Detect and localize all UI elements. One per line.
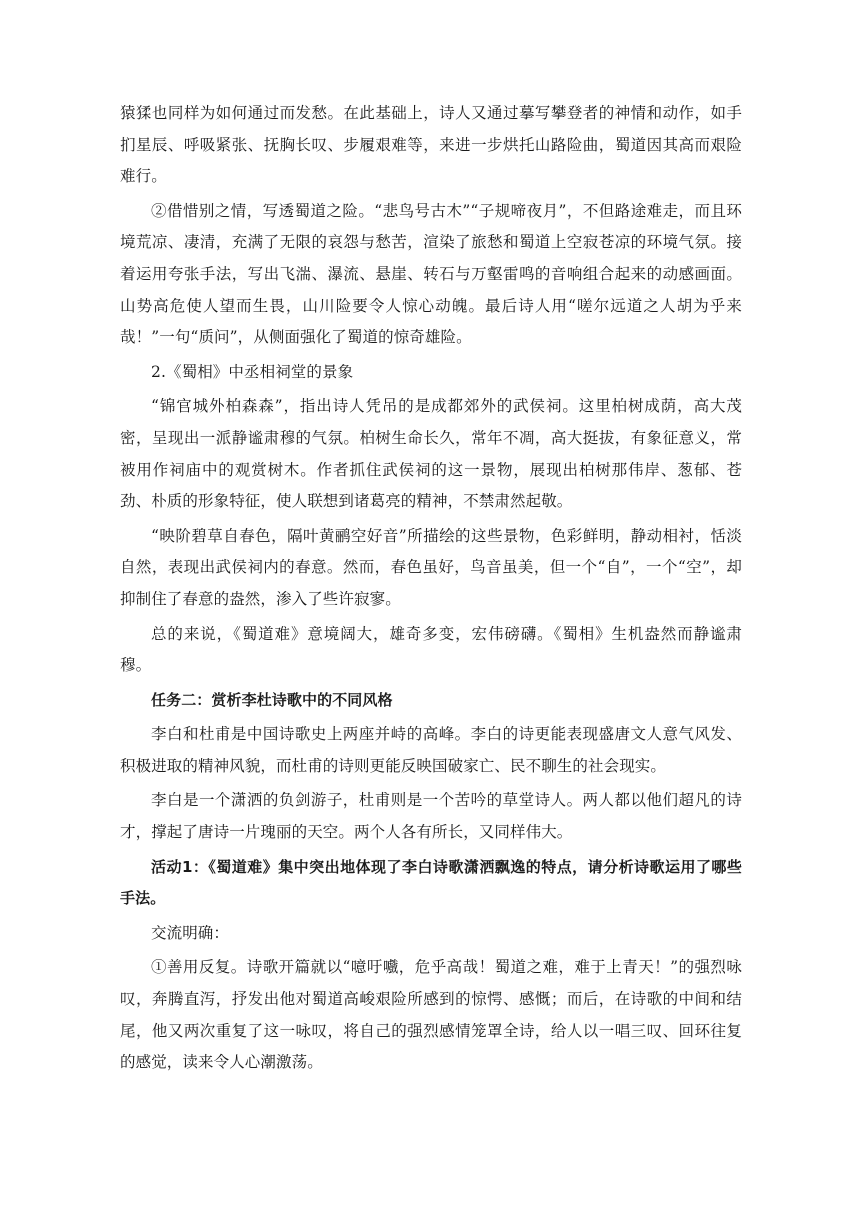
paragraph-li-du-peaks: 李白和杜甫是中国诗歌史上两座并峙的高峰。李白的诗更能表现盛唐文人意气风发、积极进取的精神风貌，而杜甫的诗则更能反映国破家亡、民不聊生的社会现实。 — [120, 725, 742, 775]
discussion-label: 交流明确： — [151, 923, 230, 942]
section-heading-shuxiang: 2.《蜀相》中丞相祠堂的景象 — [151, 362, 354, 381]
task-two-heading: 任务二：赏析李杜诗歌中的不同风格 — [151, 690, 393, 709]
paragraph-spring-scene: “映阶碧草自春色，隔叶黄鹂空好音”所描绘的这些景物，色彩鲜明，静动相衬，恬淡自然，表现出武侯祠内的春意。然而，春色虽好，鸟音虽美，但一个“自”，一个“空”，却抑制住了春意的盎然，渗入了些许寂寥。 — [120, 526, 742, 608]
paragraph-cypress: “锦官城外柏森森”，指出诗人凭吊的是成都郊外的武侯祠。这里柏树成荫，高大茂密，呈现出一派静谧肃穆的气氛。柏树生命长久，常年不凋，高大挺拔，有象征意义，常被用作祠庙中的观赏树木。作者抓住武侯祠的这一景物，展现出柏树那伟岸、葱郁、苍劲、朴质的形象特征，使人联想到诸葛亮的精神，不禁肃然起敬。 — [120, 397, 742, 511]
document-body — [120, 98, 742, 1082]
paragraph-summary: 总的来说，《蜀道难》意境阔大，雄奇多变，宏伟磅礴。《蜀相》生机盎然而静谧肃穆。 — [120, 624, 742, 675]
paragraph-li-du-poets: 李白是一个潇洒的负剑游子，杜甫则是一个苦吟的草堂诗人。两人都以他们超凡的诗才，撑起了唐诗一片瑰丽的天空。两个人各有所长，又同样伟大。 — [120, 791, 742, 842]
paragraph-repetition: ①善用反复。诗歌开篇就以“噫吁嚱，危乎高哉！蜀道之难，难于上青天！”的强烈咏叹，奔腾直泻，抒发出他对蜀道高峻艰险所感到的惊愕、感慨；而后，在诗歌的中间和结尾，他又两次重复了这一咏叹，将自己的强烈感情笼罩全诗，给人以一唱三叹、回环往复的感觉，读来令人心潮激荡。 — [120, 958, 742, 1072]
paragraph-shudao-farewell: ②借惜别之情，写透蜀道之险。“悲鸟号古木”“子规啼夜月”，不但路途难走，而且环境荒凉、凄清，充满了无限的哀怨与愁苦，渲染了旅愁和蜀道上空寂苍凉的环境气氛。接着运用夸张手法，写出飞湍、瀑流、悬崖、转石与万壑雷鸣的音响组合起来的动感画面。山势高危使人望而生畏，山川险要令人惊心动魄。最后诗人用“嗟尔远道之人胡为乎来哉！”一句“质问”，从侧面强化了蜀道的惊奇雄险。 — [120, 201, 742, 347]
activity-one-heading: 活动1：《蜀道难》集中突出地体现了李白诗歌潇洒飘逸的特点，请分析诗歌运用了哪些手法。 — [120, 857, 742, 908]
paragraph-continuation: 猿猱也同样为如何通过而发愁。在此基础上，诗人又通过摹写攀登者的神情和动作，如手扪星辰、呼吸紧张、抚胸长叹、步履艰难等，来进一步烘托山路险曲，蜀道因其高而艰险难行。 — [120, 104, 742, 186]
